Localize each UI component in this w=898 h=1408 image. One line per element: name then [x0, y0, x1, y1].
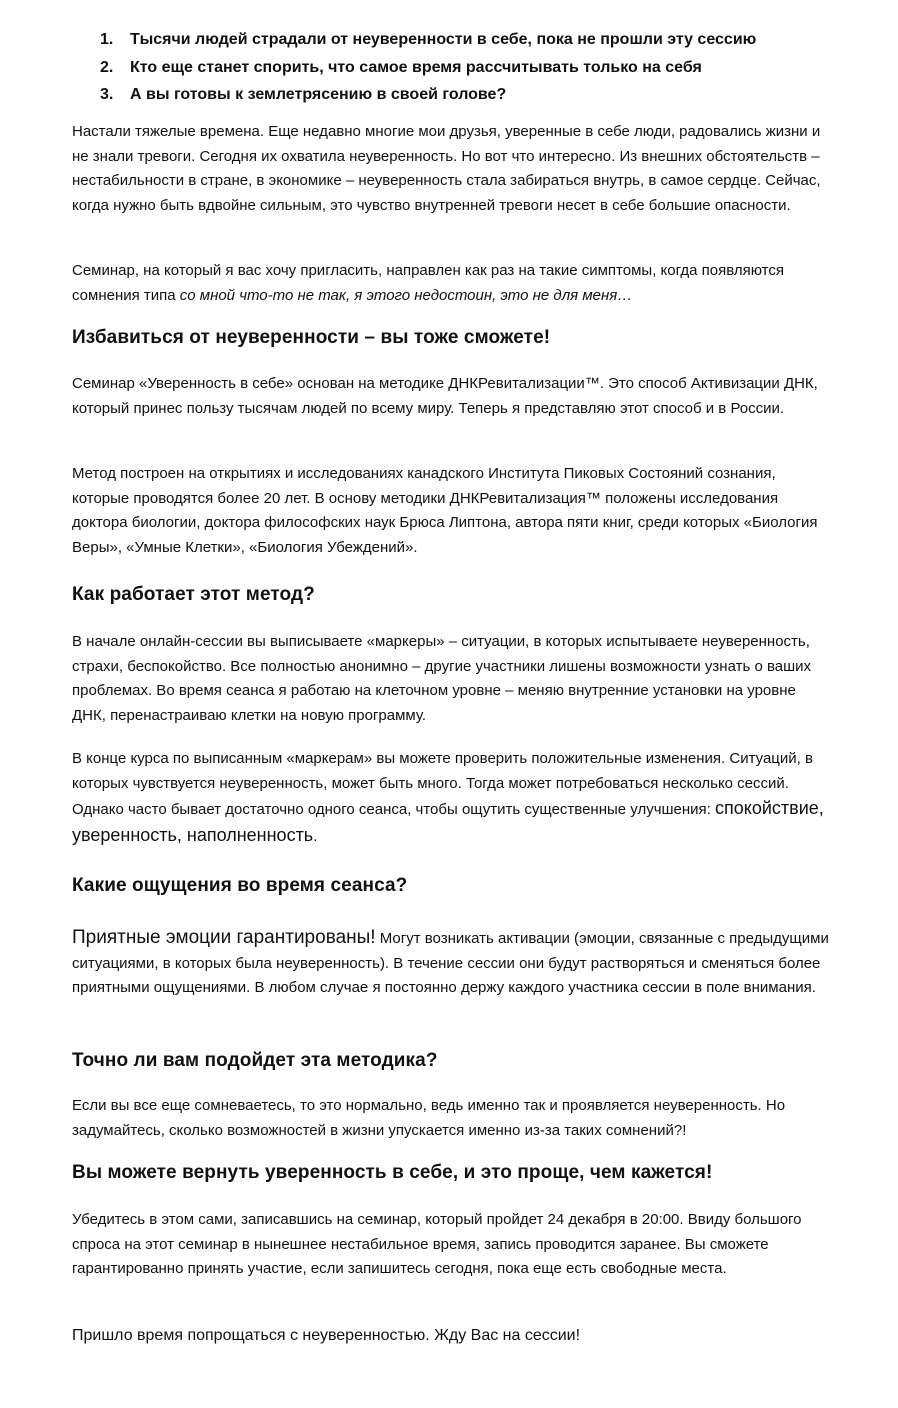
numbered-list	[100, 26, 756, 109]
section-heading-how-it-works: Как работает этот метод?	[72, 584, 315, 605]
closing-line: Пришло время попрощаться с неуверенностью. Жду Вас на сессии!	[72, 1327, 581, 1344]
sensations-paragraph: Приятные эмоции гарантированы! Могут возникать активации (эмоции, связанные с предыдущими ситуациями, в которых была неуверенность). В течение сессии они будут растворяться и сменяться более приятными ощущениями. В любом случае я постоянно держу каждого участника сессии в поле внимания.	[72, 927, 829, 997]
signup-paragraph: Убедитесь в этом сами, записавшись на семинар, который пройдет 24 декабря в 20:00. Ввиду большого спроса на этот семинар в нынешнее нестабильное время, запись проводится заранее. Вы сможете гарантированно принять участие, если запишитесь сегодня, пока еще есть свободные места.	[72, 1211, 802, 1278]
list-item: 2. Кто еще станет спорить, что самое время рассчитывать только на себя	[100, 58, 702, 76]
section-heading-suitability: Точно ли вам подойдет эта методика?	[72, 1050, 438, 1071]
section-heading-return-confidence: Вы можете вернуть уверенность в себе, и это проще, чем кажется!	[72, 1162, 713, 1183]
list-item: 1. Тысячи людей страдали от неуверенности в себе, пока не прошли эту сессию	[100, 31, 757, 48]
section-heading-sensations: Какие ощущения во время сеанса?	[72, 875, 408, 896]
results-paragraph: В конце курса по выписанным «маркерам» вы можете проверить положительные изменения. Ситуаций, в которых чувствуется неуверенность, может быть много. Тогда может потребоваться несколько сессий. Однако часто бывает достаточно одного сеанса, чтобы ощутить существенные улучшения: спокойствие, уверенность, наполненность.	[72, 750, 824, 845]
intro-paragraph-1: Настали тяжелые времена. Еще недавно многие мои друзья, уверенные в себе люди, радовались жизни и не знали тревоги. Сегодня их охватила неуверенность. Но вот что интересно. Из внешних обстоятельств – нестабильности в стране, в экономике – неуверенность стала забираться внутрь, в самое сердце. Сейчас, когда нужно быть вдвойне сильным, это чувство внутренней тревоги несет в себе большие опасности.	[72, 123, 821, 214]
emotions-lead: Приятные эмоции гарантированы!	[72, 927, 376, 948]
doubt-phrases: со мной что-то не так, я этого недостоин, это не для меня…	[179, 286, 633, 304]
section-heading-overcome: Избавиться от неуверенности – вы тоже сможете!	[72, 327, 551, 348]
list-item: 3. А вы готовы к землетрясению в своей голове?	[100, 86, 507, 103]
method-paragraph: Метод построен на открытиях и исследованиях канадского Института Пиковых Состояний сознания, которые проводятся более 20 лет. В основу методики ДНКРевитализация™ положены исследования доктора биологии, доктора философских наук Брюса Липтона, автора пяти книг, среди которых «Биология Веры», «Умные Клетки», «Биология Убеждений».	[72, 465, 818, 556]
intro-paragraph-2: Семинар, на который я вас хочу пригласить, направлен как раз на такие симптомы, когда появляются сомнения типа со мной что-то не так, я этого недостоин, это не для меня…	[72, 262, 784, 304]
doubts-paragraph: Если вы все еще сомневаетесь, то это нормально, ведь именно так и проявляется неуверенность. Но задумайтесь, сколько возможностей в жизни упускается именно из-за таких сомнений?!	[72, 1097, 786, 1139]
seminar-paragraph: Семинар «Уверенность в себе» основан на методике ДНКРевитализации™. Это способ Активизации ДНК, который принес пользу тысячам людей по всему миру. Теперь я представляю этот способ и в России.	[72, 375, 818, 417]
markers-paragraph: В начале онлайн-сессии вы выписываете «маркеры» – ситуации, в которых испытываете неуверенность, страхи, беспокойство. Все полностью анонимно – другие участники лишены возможности узнать о ваших проблемах. Во время сеанса я работаю на клеточном уровне – меняю внутренние установки на уровне ДНК, перенастраиваю клетки на новую программу.	[72, 633, 812, 724]
benefits-text: спокойствие, уверенность, наполненность	[72, 798, 824, 845]
